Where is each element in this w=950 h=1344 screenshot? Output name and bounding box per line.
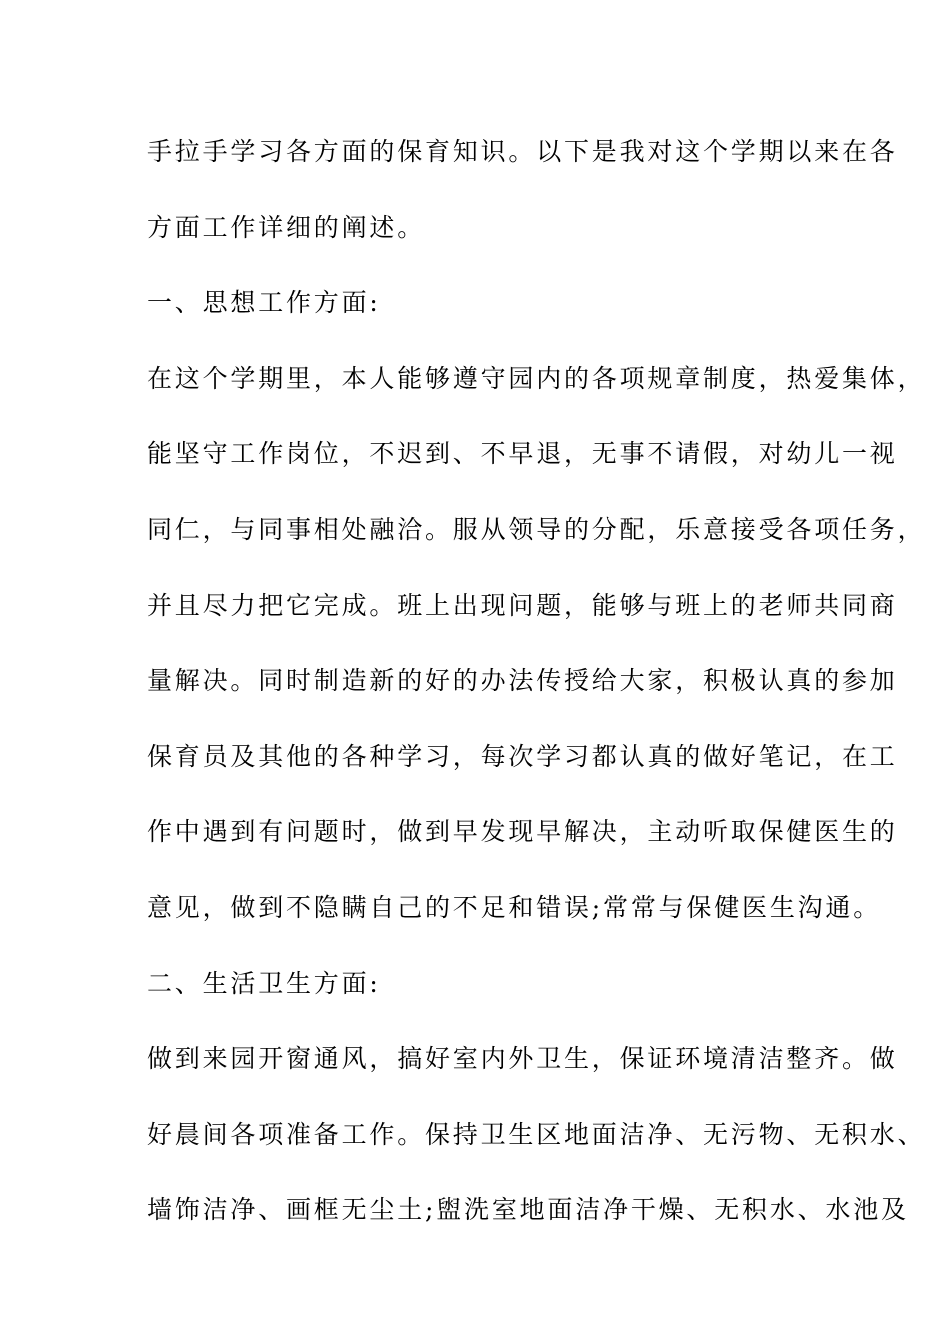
text-line: 手拉手学习各方面的保育知识。以下是我对这个学期以来在各 [147, 137, 898, 166]
text-line: 保育员及其他的各种学习，每次学习都认真的做好笔记，在工 [147, 741, 898, 771]
section-heading: 二、生活卫生方面: [147, 968, 381, 998]
text-line: 在这个学期里，本人能够遵守园内的各项规章制度，热爱集体， [147, 363, 926, 393]
text-line: 做到来园开窗通风，搞好室内外卫生，保证环境清洁整齐。做 [147, 1044, 898, 1074]
document-body [147, 129, 926, 1263]
text-line: 同仁，与同事相处融洽。服从领导的分配，乐意接受各项任务， [147, 514, 926, 544]
text-line: 作中遇到有问题时，做到早发现早解决，主动听取保健医生的 [147, 817, 898, 847]
text-line: 意见，做到不隐瞒自己的不足和错误;常常与保健医生沟通。 [147, 892, 882, 922]
text-line: 量解决。同时制造新的好的办法传授给大家，积极认真的参加 [147, 666, 898, 696]
text-line: 能坚守工作岗位，不迟到、不早退，无事不请假，对幼儿一视 [147, 439, 898, 469]
section-heading: 一、思想工作方面: [147, 288, 381, 318]
text-line: 好晨间各项准备工作。保持卫生区地面洁净、无污物、无积水、 [147, 1119, 926, 1149]
text-line: 方面工作详细的阐述。 [147, 212, 426, 242]
text-line: 并且尽力把它完成。班上出现问题，能够与班上的老师共同商 [147, 590, 898, 620]
text-line: 墙饰洁净、画框无尘土;盥洗室地面洁净干燥、无积水、水池及 [147, 1195, 909, 1225]
